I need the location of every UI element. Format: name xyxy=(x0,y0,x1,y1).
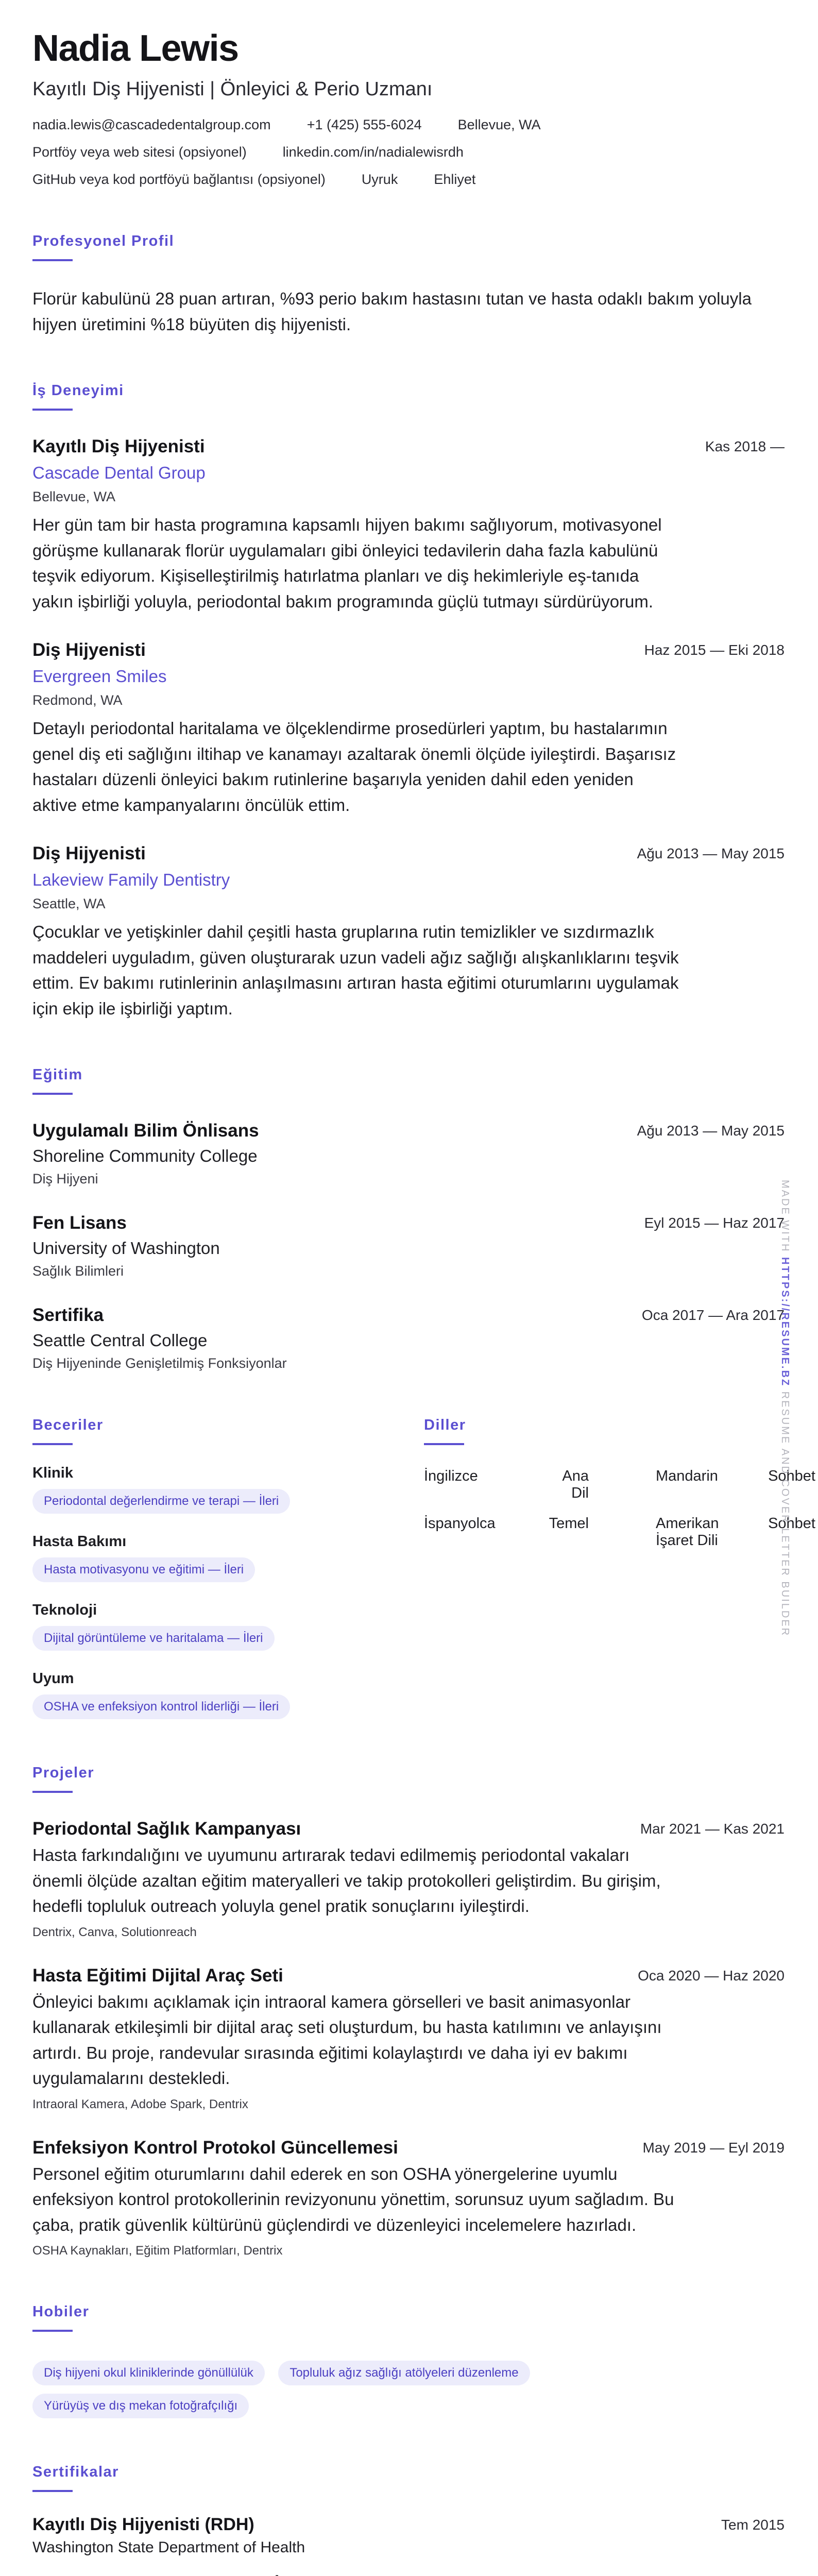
project-title: Periodontal Sağlık Kampanyası xyxy=(32,1819,301,1839)
headline: Kayıtlı Diş Hijyenisti | Önleyici & Perio Uzmanı xyxy=(32,78,433,100)
education-section xyxy=(32,1066,785,1371)
section-title: Sertifikalar xyxy=(32,2464,119,2481)
driving-license: Ehliyet xyxy=(434,172,476,188)
job-location: Bellevue, WA xyxy=(32,489,116,505)
certification-issuer: Washington State Department of Health xyxy=(32,2539,305,2556)
project-date: Oca 2020 — Haz 2020 xyxy=(638,1967,785,1984)
summary-section xyxy=(32,233,785,337)
section-title: Hobiler xyxy=(32,2303,90,2320)
job-location: Redmond, WA xyxy=(32,692,123,708)
education-date: Ağu 2013 — May 2015 xyxy=(637,1123,785,1139)
language-level: Ana Dil xyxy=(562,1468,589,1502)
project-description: Personel eğitim oturumlarını dahil ederek en son OSHA yönergelerine uyumlu enfeksiyon kontrol protokollerinin revizyonunu yönettim, sorunsuz uyum sağladım. Bu çaba, pratik güvenlik kültürünü güçlendirdi ve düzenleyici incelemelere hazırladı. xyxy=(32,2164,674,2234)
project-title: Hasta Eğitimi Dijital Araç Seti xyxy=(32,1965,283,1986)
company-name: Lakeview Family Dentistry xyxy=(32,870,230,890)
hobby-pill: Yürüyüş ve dış mekan fotoğrafçılığı xyxy=(32,2394,249,2418)
credit-suffix: RESUME AND COVER LETTER BUILDER xyxy=(779,1391,791,1637)
section-title: İş Deneyimi xyxy=(32,382,124,399)
job-title: Kayıtlı Diş Hijyenisti xyxy=(32,436,205,457)
hobbies-section xyxy=(32,2303,785,2418)
credit-prefix: MADE WITH xyxy=(779,1180,791,1253)
skill-category: Uyum xyxy=(32,1670,74,1687)
section-divider xyxy=(424,1443,464,1445)
section-divider xyxy=(32,1093,73,1095)
experience-date: Haz 2015 — Eki 2018 xyxy=(644,642,785,658)
experience-section xyxy=(32,382,785,1021)
field-of-study: Diş Hijyeni xyxy=(32,1171,98,1187)
certification-name: Kayıtlı Diş Hijyenisti (RDH) xyxy=(32,2515,254,2535)
section-divider xyxy=(32,409,73,411)
experience-item xyxy=(32,640,785,818)
website-link[interactable]: Portföy veya web sitesi (opsiyonel) xyxy=(32,144,247,160)
certifications-section xyxy=(32,2464,785,2576)
project-technologies: Dentrix, Canva, Solutionreach xyxy=(32,1925,197,1939)
language-name: İngilizce xyxy=(424,1468,478,1485)
candidate-name: Nadia Lewis xyxy=(32,28,238,69)
certification-item xyxy=(32,2515,785,2556)
skill-category: Hasta Bakımı xyxy=(32,1533,127,1550)
project-item xyxy=(32,2138,785,2259)
skill-pill: Hasta motivasyonu ve eğitimi — İleri xyxy=(32,1557,255,1582)
school-name: Shoreline Community College xyxy=(32,1146,258,1166)
company-name: Cascade Dental Group xyxy=(32,463,206,483)
project-item xyxy=(32,1965,785,2112)
section-title: Projeler xyxy=(32,1765,94,1782)
hobby-pill: Diş hijyeni okul kliniklerinde gönüllülük xyxy=(32,2361,265,2385)
project-item xyxy=(32,1819,785,1940)
education-date: Oca 2017 — Ara 2017 xyxy=(641,1307,785,1324)
project-description: Önleyici bakımı açıklamak için intraoral kamera görselleri ve basit animasyonlar kullanarak etkileşimli bir dijital araç seti oluşturdum, bu hasta katılımını ve anlayışını artırdı. Bu proje, randevular sırasında eğitimi kolaylaştırdı ve daha iyi ev bakımı uygulamalarını destekledi. xyxy=(32,1992,662,2088)
language-level: Sohbet xyxy=(768,1515,815,1532)
section-title: Profesyonel Profil xyxy=(32,233,175,250)
contact-row xyxy=(32,144,785,160)
company-name: Evergreen Smiles xyxy=(32,667,167,686)
builder-credit xyxy=(779,1180,791,1637)
job-description: Detaylı periodontal haritalama ve ölçeklendirme prosedürleri yaptım, bu hastalarımın genel diş eti sağlığını iltihap ve kanamayı azaltarak önemli ölçüde iyileştirdi. Başarısız hastaları düzenli önleyici bakım rutinlerine başarıyla yeniden dahil eden yeniden aktive etme kampanyalarını öncülük ettim. xyxy=(32,719,676,815)
languages-grid xyxy=(424,1468,815,1549)
section-divider xyxy=(32,1791,73,1793)
job-description: Her gün tam bir hasta programına kapsamlı hijyen bakımı sağlıyorum, motivasyonel görüşme kullanarak florür uygulamaları gibi önleyici tedavilerin daha fazla kabulünü teşvik ediyorum. Kişiselleştirilmiş hatırlatma planları ve diş hekimleriyle eş-tanıda yakın işbirliği yoluyla, periodontal bakım programında güçlü tutmayı sürdürüyorum. xyxy=(32,515,662,611)
github-link[interactable]: GitHub veya kod portföyü bağlantısı (opsiyonel) xyxy=(32,172,326,188)
section-title: Eğitim xyxy=(32,1066,83,1083)
hobby-pill: Topluluk ağız sağlığı atölyeleri düzenleme xyxy=(278,2361,530,2385)
resume-page xyxy=(32,28,815,2576)
section-divider xyxy=(32,2330,73,2332)
skill-pill: OSHA ve enfeksiyon kontrol liderliği — İleri xyxy=(32,1694,290,1719)
project-date: May 2019 — Eyl 2019 xyxy=(642,2139,785,2156)
experience-item xyxy=(32,843,785,1021)
language-level: Sohbet xyxy=(768,1468,815,1485)
language-name: Mandarin xyxy=(656,1468,718,1485)
summary-text: Florür kabulünü 28 puan artıran, %93 perio bakım hastasını tutan ve hasta odaklı bakım yoluyla hijyen üretimini %18 büyüten diş hijyenisti. xyxy=(32,289,752,334)
job-title: Diş Hijyenisti xyxy=(32,640,146,660)
education-item xyxy=(32,1121,785,1187)
section-divider xyxy=(32,1443,73,1445)
credit-link[interactable]: HTTPS://RESUME.BZ xyxy=(779,1257,791,1387)
project-title: Enfeksiyon Kontrol Protokol Güncellemesi xyxy=(32,2137,398,2158)
experience-item xyxy=(32,436,785,614)
job-title: Diş Hijyenisti xyxy=(32,843,146,864)
education-item xyxy=(32,1305,785,1371)
contact-row xyxy=(32,117,785,133)
school-name: Seattle Central College xyxy=(32,1331,208,1350)
experience-date: Ağu 2013 — May 2015 xyxy=(637,845,785,862)
section-title: Diller xyxy=(424,1417,466,1434)
language-level: Temel xyxy=(549,1515,589,1532)
contact-row xyxy=(32,172,785,188)
phone-number[interactable]: +1 (425) 555-6024 xyxy=(306,117,422,133)
skill-category: Teknoloji xyxy=(32,1602,97,1619)
project-technologies: Intraoral Kamera, Adobe Spark, Dentrix xyxy=(32,2097,248,2111)
project-date: Mar 2021 — Kas 2021 xyxy=(640,1821,785,1837)
citizenship: Uyruk xyxy=(361,172,398,188)
degree-name: Fen Lisans xyxy=(32,1213,127,1233)
certification-date: Tem 2015 xyxy=(721,2517,785,2533)
skill-category: Klinik xyxy=(32,1465,73,1482)
email-link[interactable]: nadia.lewis@cascadedentalgroup.com xyxy=(32,117,271,133)
projects-section xyxy=(32,1765,785,2258)
degree-name: Uygulamalı Bilim Önlisans xyxy=(32,1121,259,1141)
skill-pill: Periodontal değerlendirme ve terapi — İleri xyxy=(32,1489,290,1514)
hobbies-list xyxy=(32,2352,702,2418)
job-description: Çocuklar ve yetişkinler dahil çeşitli hasta gruplarına rutin temizlikler ve sızdırmazlık maddeleri uyguladım, güven oluşturarak uzun vadeli ağız sağlığı alışkanlıklarını teşvik ettim. Ev bakımı rutinlerinin anlaşılmasını artıran hasta eğitimi oturumlarını uygulamak için ekip ile işbirliği yaptım. xyxy=(32,922,679,1018)
field-of-study: Sağlık Bilimleri xyxy=(32,1263,124,1279)
field-of-study: Diş Hijyeninde Genişletilmiş Fonksiyonlar xyxy=(32,1355,287,1371)
location: Bellevue, WA xyxy=(457,117,541,133)
school-name: University of Washington xyxy=(32,1239,220,1258)
education-date: Eyl 2015 — Haz 2017 xyxy=(644,1215,785,1231)
job-location: Seattle, WA xyxy=(32,896,106,912)
language-name: Amerikan İşaret Dili xyxy=(656,1515,719,1549)
education-item xyxy=(32,1213,785,1279)
skill-pill: Dijital görüntüleme ve haritalama — İleri xyxy=(32,1626,275,1651)
project-technologies: OSHA Kaynakları, Eğitim Platformları, Dentrix xyxy=(32,2244,283,2258)
section-title: Beceriler xyxy=(32,1417,104,1434)
project-description: Hasta farkındalığını ve uyumunu artırarak tedavi edilmemiş periodontal vakaları önemli ölçüde azaltan eğitim materyalleri ve takip protokolleri geliştirdim. Bu girişim, hedefli topluluk outreach yoluyla genel pratik sonuçlarını iyileştirdi. xyxy=(32,1845,661,1916)
degree-name: Sertifika xyxy=(32,1305,104,1326)
section-divider xyxy=(32,2490,73,2492)
section-divider xyxy=(32,259,73,261)
language-name: İspanyolca xyxy=(424,1515,496,1532)
linkedin-link[interactable]: linkedin.com/in/nadialewisrdh xyxy=(282,144,464,160)
experience-date: Kas 2018 — xyxy=(705,438,785,455)
skills-section xyxy=(32,1417,424,1719)
